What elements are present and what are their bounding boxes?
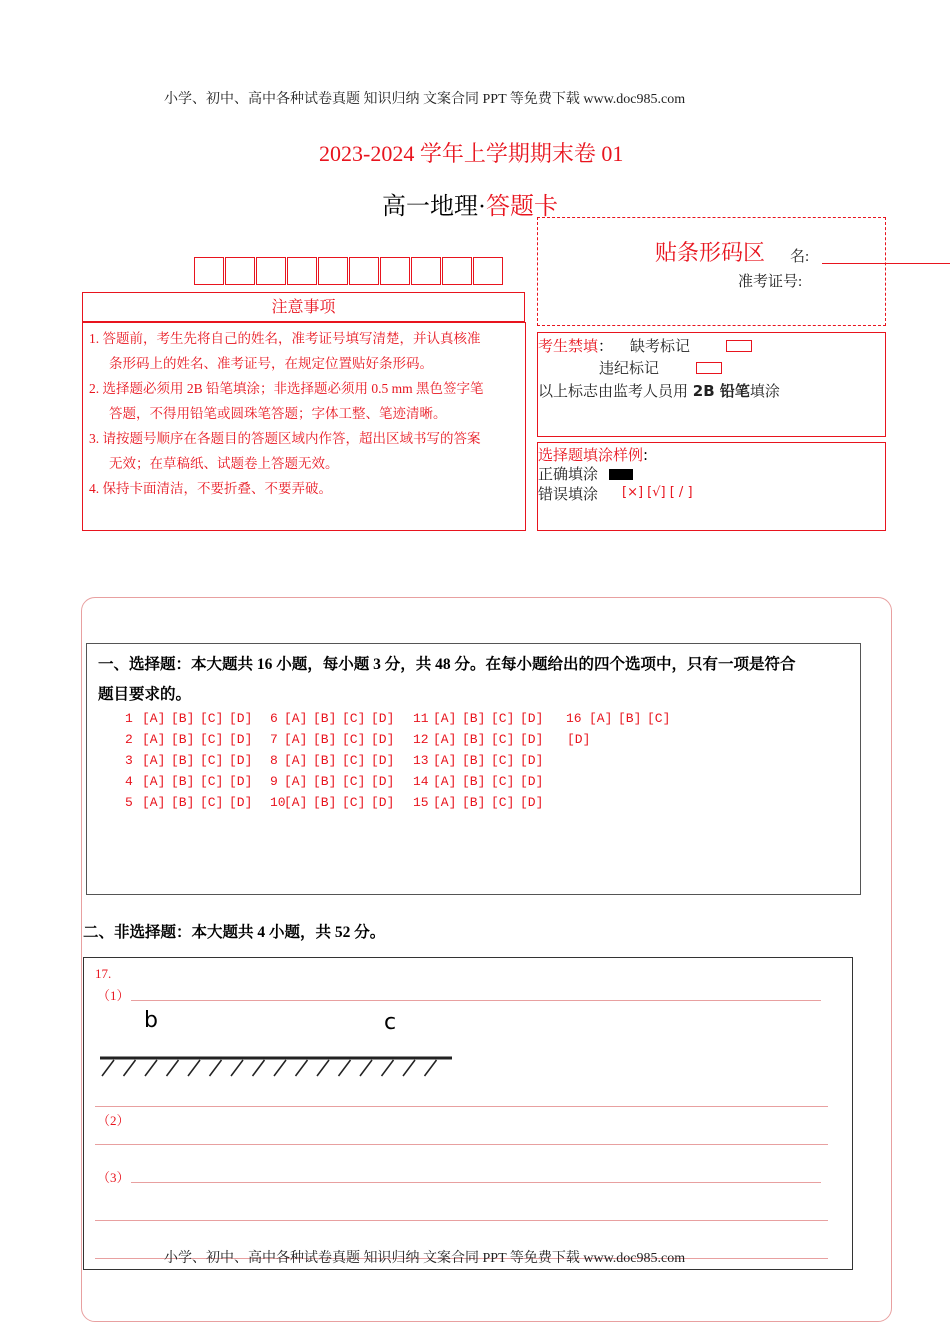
option-c[interactable]: [C] xyxy=(342,711,366,726)
answer-line[interactable] xyxy=(131,1000,821,1001)
option-b[interactable]: [B] xyxy=(462,711,486,726)
answer-line[interactable] xyxy=(95,1106,828,1107)
option-b[interactable]: [B] xyxy=(171,732,195,747)
question-number: 10 xyxy=(270,795,286,810)
note-line: 无效；在草稿纸、试题卷上答题无效。 xyxy=(109,456,339,471)
option-d[interactable]: [D] xyxy=(229,795,253,810)
option-c[interactable]: [C] xyxy=(342,732,366,747)
colon: : xyxy=(643,446,649,464)
subject: 高一地理· xyxy=(382,194,486,220)
question-number: 2 xyxy=(125,732,133,747)
note-line: 1. 答题前，考生先将自己的姓名，准考证号填写清楚，并认真核准 xyxy=(89,331,481,346)
notes-title: 注意事项 xyxy=(271,297,336,316)
question-number: 8 xyxy=(270,753,278,768)
option-b[interactable]: [B] xyxy=(171,711,195,726)
question-number: 7 xyxy=(270,732,278,747)
option-a[interactable]: [A] xyxy=(142,774,166,789)
filled-mark-sample xyxy=(609,469,633,480)
option-d[interactable]: [D] xyxy=(520,711,544,726)
option-a[interactable]: [A] xyxy=(433,774,457,789)
option-a[interactable]: [A] xyxy=(284,753,308,768)
sample-title: 选择题填涂样例 xyxy=(538,446,644,464)
option-d[interactable]: [D] xyxy=(229,732,253,747)
option-c[interactable]: [C] xyxy=(647,711,671,726)
option-c[interactable]: [C] xyxy=(342,795,366,810)
question-number: 13 xyxy=(413,753,429,768)
option-d[interactable]: [D] xyxy=(520,732,544,747)
option-b[interactable]: [B] xyxy=(462,753,486,768)
answer-line[interactable] xyxy=(95,1144,828,1145)
absent-label: 缺考标记 xyxy=(630,337,691,355)
sample-box xyxy=(537,442,886,531)
option-d[interactable]: [D] xyxy=(371,795,395,810)
exam-title: 2023-2024 学年上学期期末卷 01 xyxy=(319,141,624,166)
option-b[interactable]: [B] xyxy=(462,795,486,810)
option-a[interactable]: [A] xyxy=(589,711,613,726)
wrong-label: 错误填涂 xyxy=(538,485,599,503)
option-b[interactable]: [B] xyxy=(618,711,642,726)
option-c[interactable]: [C] xyxy=(491,711,515,726)
note-line: 4. 保持卡面清洁，不要折叠、不要弄破。 xyxy=(89,481,332,496)
option-b[interactable]: [B] xyxy=(313,753,337,768)
question-number: 9 xyxy=(270,774,278,789)
name-field-line[interactable] xyxy=(822,263,950,264)
option-b[interactable]: [B] xyxy=(171,795,195,810)
card-label: 答题卡 xyxy=(486,194,558,220)
option-c[interactable]: [C] xyxy=(200,795,224,810)
option-b[interactable]: [B] xyxy=(313,795,337,810)
option-d[interactable]: [D] xyxy=(520,753,544,768)
part-label: （1） xyxy=(97,988,130,1003)
section1-title-cont: 题目要求的。 xyxy=(98,686,192,703)
exam-no-label: 准考证号: xyxy=(738,274,803,290)
section1-title: 一、选择题：本大题共 16 小题，每小题 3 分，共 48 分。在每小题给出的四个选项中，只有一项是符合 xyxy=(98,656,796,673)
card-title xyxy=(382,186,558,221)
part-label: （2） xyxy=(97,1113,130,1128)
option-a[interactable]: [A] xyxy=(142,795,166,810)
question-number: 4 xyxy=(125,774,133,789)
option-d[interactable]: [D] xyxy=(371,774,395,789)
option-b[interactable]: [B] xyxy=(313,711,337,726)
option-d[interactable]: [D] xyxy=(520,795,544,810)
note-line: 2. 选择题必须用 2B 铅笔填涂；非选择题必须用 0.5 mm 黑色签字笔 xyxy=(89,381,484,396)
option-a[interactable]: [A] xyxy=(142,753,166,768)
option-c[interactable]: [C] xyxy=(200,711,224,726)
option-a[interactable]: [A] xyxy=(284,711,308,726)
option-b[interactable]: [B] xyxy=(462,774,486,789)
option-a[interactable]: [A] xyxy=(284,774,308,789)
note-line: 答题，不得用铅笔或圆珠笔答题；字体工整、笔迹清晰。 xyxy=(109,406,447,421)
option-a[interactable]: [A] xyxy=(433,732,457,747)
option-b[interactable]: [B] xyxy=(313,774,337,789)
question-number: 3 xyxy=(125,753,133,768)
option-a[interactable]: [A] xyxy=(284,795,308,810)
question-number: 15 xyxy=(413,795,429,810)
answer-line[interactable] xyxy=(131,1182,821,1183)
answer-line[interactable] xyxy=(95,1220,828,1221)
option-c[interactable]: [C] xyxy=(342,774,366,789)
part-label: （3） xyxy=(97,1170,130,1185)
section2-title: 二、非选择题：本大题共 4 小题，共 52 分。 xyxy=(83,924,386,941)
question-number: 17. xyxy=(95,966,112,981)
wrong-marks: [×] [√] [ / ] xyxy=(622,485,693,500)
option-a[interactable]: [A] xyxy=(142,711,166,726)
option-a[interactable]: [A] xyxy=(284,732,308,747)
option-a[interactable]: [A] xyxy=(142,732,166,747)
name-label: 名: xyxy=(790,249,810,265)
forbidden-note: 以上标志由监考人员用 2B 铅笔填涂 xyxy=(538,382,780,400)
absent-checkbox[interactable] xyxy=(726,340,752,352)
notes-box xyxy=(82,322,526,531)
option-d[interactable]: [D] xyxy=(371,732,395,747)
forbidden-label: 考生禁填 xyxy=(538,337,599,355)
option-c[interactable]: [C] xyxy=(491,732,515,747)
question-number: 11 xyxy=(413,711,429,726)
question-number: 1 xyxy=(125,711,133,726)
option-d[interactable]: [D] xyxy=(520,774,544,789)
option-d[interactable]: [D] xyxy=(229,711,253,726)
option-c[interactable]: [C] xyxy=(200,732,224,747)
question-number: 12 xyxy=(413,732,429,747)
option-c[interactable]: [C] xyxy=(342,753,366,768)
option-c[interactable]: [C] xyxy=(491,795,515,810)
note-line: 条形码上的姓名、准考证号，在规定位置贴好条形码。 xyxy=(109,356,433,371)
question-number: 5 xyxy=(125,795,133,810)
option-d[interactable]: [D] xyxy=(229,774,253,789)
option-c[interactable]: [C] xyxy=(200,774,224,789)
violation-label: 违纪标记 xyxy=(599,359,660,377)
note-line: 3. 请按题号顺序在各题目的答题区域内作答，超出区域书写的答案 xyxy=(89,431,481,446)
option-a[interactable]: [A] xyxy=(433,795,457,810)
ground-hatch-diagram xyxy=(100,1054,455,1080)
diagram-label-c: c xyxy=(384,1010,397,1035)
option-b[interactable]: [B] xyxy=(462,732,486,747)
forbidden-box xyxy=(537,332,886,437)
option-b[interactable]: [B] xyxy=(313,732,337,747)
option-d[interactable]: [D] xyxy=(371,753,395,768)
option-c[interactable]: [C] xyxy=(491,774,515,789)
question-number: 6 xyxy=(270,711,278,726)
option-a[interactable]: [A] xyxy=(433,753,457,768)
exam-number-boxes[interactable] xyxy=(194,257,504,290)
page-footer: 小学、初中、高中各种试卷真题 知识归纳 文案合同 PPT 等免费下载 www.doc985.com xyxy=(164,1251,686,1266)
diagram-label-b: b xyxy=(144,1008,158,1033)
section1-box xyxy=(86,643,861,895)
option-a[interactable]: [A] xyxy=(433,711,457,726)
question17-box xyxy=(83,957,853,1270)
option-d[interactable]: [D] xyxy=(229,753,253,768)
option-c[interactable]: [C] xyxy=(491,753,515,768)
violation-checkbox[interactable] xyxy=(696,362,722,374)
colon: ： xyxy=(598,337,614,355)
barcode-label: 贴条形码区 xyxy=(655,240,766,265)
question-number: 14 xyxy=(413,774,429,789)
barcode-area xyxy=(537,217,886,326)
notes-title-box xyxy=(82,292,525,322)
correct-label: 正确填涂 xyxy=(538,465,599,483)
page-header: 小学、初中、高中各种试卷真题 知识归纳 文案合同 PPT 等免费下载 www.doc985.com xyxy=(164,92,686,107)
option-b[interactable]: [B] xyxy=(171,753,195,768)
option-d[interactable]: [D] xyxy=(567,732,591,747)
option-c[interactable]: [C] xyxy=(200,753,224,768)
option-b[interactable]: [B] xyxy=(171,774,195,789)
question-number: 16 xyxy=(566,711,582,726)
option-d[interactable]: [D] xyxy=(371,711,395,726)
